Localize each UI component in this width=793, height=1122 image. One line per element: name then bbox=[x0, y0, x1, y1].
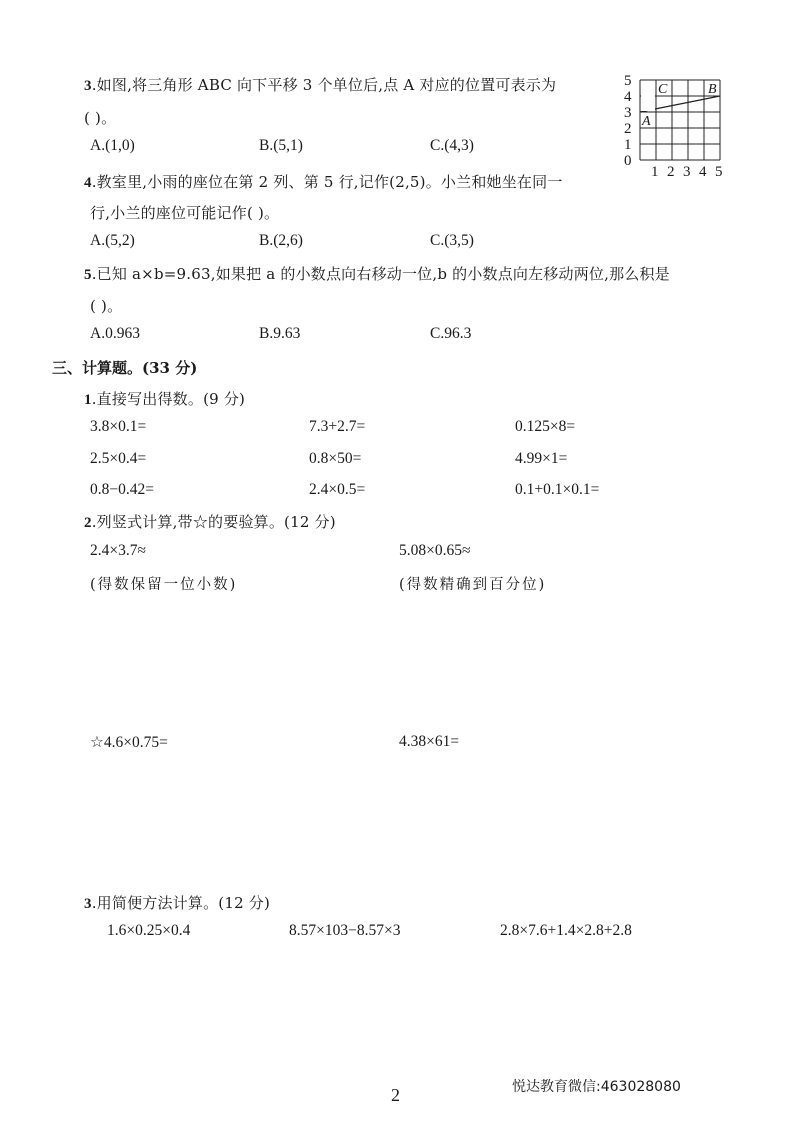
y-tick-5: 5 bbox=[624, 73, 632, 89]
calc-2-number: 2 bbox=[84, 515, 92, 531]
y-tick-4: 4 bbox=[624, 89, 632, 105]
y-tick-1: 1 bbox=[624, 137, 632, 153]
simplify-calc-item: 1.6×0.25×0.4 bbox=[107, 922, 191, 939]
vertical-calc-item: 5.08×0.65≈ bbox=[399, 542, 471, 559]
vertical-calc-item: 2.4×3.7≈ bbox=[90, 542, 146, 559]
oral-calc-item: 4.99×1= bbox=[515, 450, 568, 467]
x-tick-4: 4 bbox=[699, 164, 707, 180]
rounding-note: (得数精确到百分位) bbox=[399, 577, 547, 593]
q4-option-c: C.(3,5) bbox=[430, 232, 474, 249]
simplify-calc-item: 2.8×7.6+1.4×2.8+2.8 bbox=[500, 922, 632, 939]
q3-option-a: A.(1,0) bbox=[90, 137, 135, 154]
point-c-label: C bbox=[658, 82, 668, 97]
question-3-blank: ( )。 bbox=[84, 109, 117, 127]
q4-option-b: B.(2,6) bbox=[259, 232, 303, 249]
point-b-label: B bbox=[708, 82, 717, 97]
oral-calc-item: 3.8×0.1= bbox=[90, 418, 147, 435]
q5-option-b: B.9.63 bbox=[259, 325, 301, 342]
question-5-line1: 5.已知 a×b=9.63,如果把 a 的小数点向右移动一位,b 的小数点向左移动两位,那么积是 bbox=[84, 265, 670, 283]
question-4-number: 4 bbox=[84, 175, 92, 191]
calc-1-title: 1.直接写出得数。(9 分) bbox=[84, 390, 246, 408]
calc-3-number: 3 bbox=[84, 896, 92, 912]
oral-calc-item: 0.8−0.42= bbox=[90, 481, 154, 498]
x-tick-2: 2 bbox=[667, 164, 675, 180]
oral-calc-item: 0.125×8= bbox=[515, 418, 576, 435]
oral-calc-item: 2.5×0.4= bbox=[90, 450, 147, 467]
y-tick-2: 2 bbox=[624, 121, 632, 137]
question-4-line2: 行,小兰的座位可能记作( )。 bbox=[90, 204, 280, 222]
question-4-line1: 4.教室里,小雨的座位在第 2 列、第 5 行,记作(2,5)。小兰和她坐在同一 bbox=[84, 173, 563, 191]
q3-option-b: B.(5,1) bbox=[259, 137, 303, 154]
q5-option-a: A.0.963 bbox=[90, 325, 140, 342]
oral-calc-item: 0.8×50= bbox=[309, 450, 362, 467]
x-tick-1: 1 bbox=[651, 164, 659, 180]
vertical-calc-item: 4.38×61= bbox=[399, 733, 460, 750]
calc-1-number: 1 bbox=[84, 392, 92, 408]
q4-option-a: A.(5,2) bbox=[90, 232, 135, 249]
y-tick-0: 0 bbox=[624, 153, 632, 169]
question-5-blank: ( )。 bbox=[90, 297, 123, 315]
x-tick-3: 3 bbox=[683, 164, 691, 180]
section-3-heading: 三、计算题。(33 分) bbox=[52, 359, 198, 377]
oral-calc-item: 0.1+0.1×0.1= bbox=[515, 481, 600, 498]
rounding-note: (得数保留一位小数) bbox=[90, 577, 238, 593]
simplify-calc-item: 8.57×103−8.57×3 bbox=[289, 922, 401, 939]
q5-option-c: C.96.3 bbox=[430, 325, 472, 342]
footer-wechat: 悦达教育微信:463028080 bbox=[512, 1079, 681, 1095]
q3-option-c: C.(4,3) bbox=[430, 137, 474, 154]
question-5-number: 5 bbox=[84, 267, 92, 283]
oral-calc-item: 7.3+2.7= bbox=[309, 418, 366, 435]
question-3-line1: 3.如图,将三角形 ABC 向下平移 3 个单位后,点 A 对应的位置可表示为 bbox=[84, 76, 557, 94]
page-number: 2 bbox=[391, 1085, 400, 1105]
point-a-label: A bbox=[642, 114, 651, 129]
calc-3-title: 3.用简便方法计算。(12 分) bbox=[84, 894, 271, 912]
y-tick-3: 3 bbox=[624, 105, 632, 121]
x-tick-5: 5 bbox=[715, 164, 723, 180]
coordinate-grid-figure bbox=[620, 70, 730, 182]
label-backdrop bbox=[641, 87, 655, 111]
vertical-calc-item: ☆4.6×0.75= bbox=[90, 734, 168, 751]
question-3-number: 3 bbox=[84, 78, 92, 94]
calc-2-title: 2.列竖式计算,带☆的要验算。(12 分) bbox=[84, 513, 336, 531]
oral-calc-item: 2.4×0.5= bbox=[309, 481, 366, 498]
